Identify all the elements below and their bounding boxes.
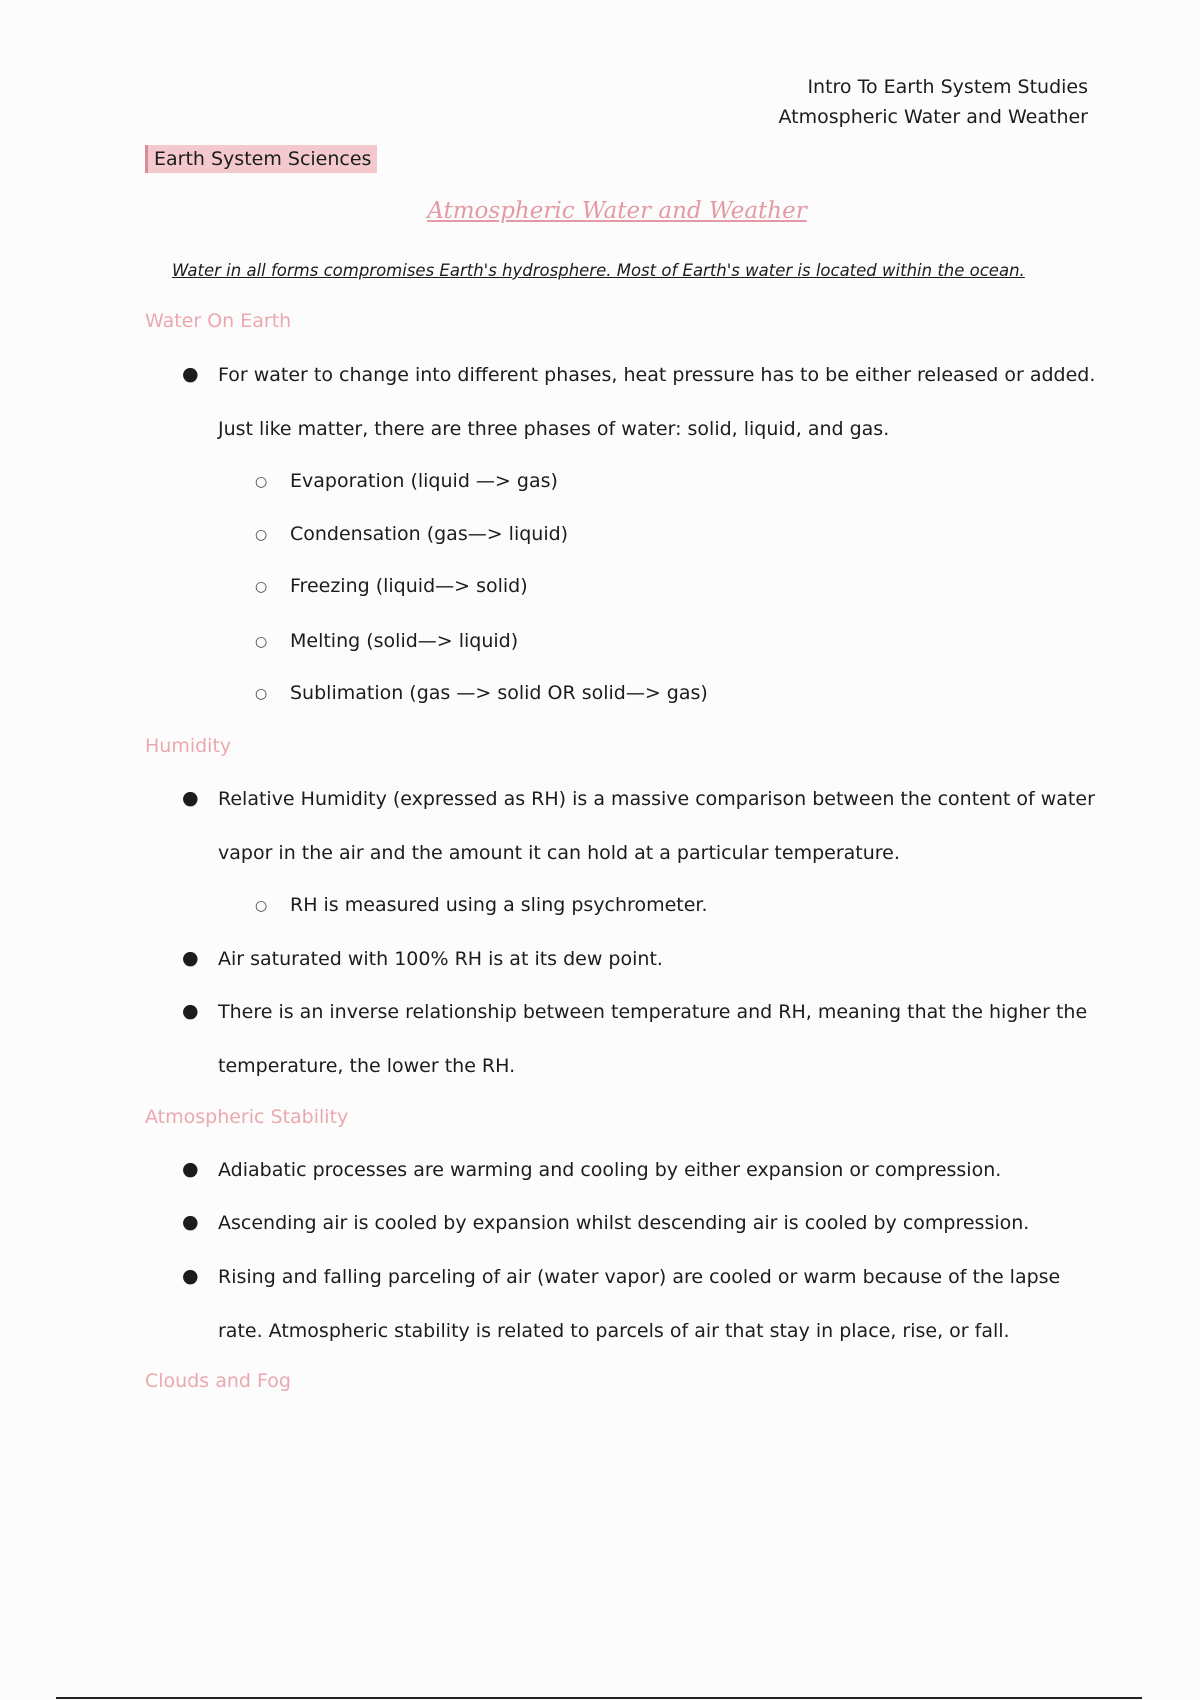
sub-bullet-marker: ○ — [255, 686, 268, 702]
header-topic: Atmospheric Water and Weather — [778, 106, 1088, 128]
header-course: Intro To Earth System Studies — [807, 76, 1088, 98]
list-item-evaporation: Evaporation (liquid —> gas) — [290, 470, 558, 492]
bullet-marker: ● — [182, 1211, 199, 1233]
bullet-marker: ● — [182, 947, 199, 969]
list-item-melting: Melting (solid—> liquid) — [290, 630, 519, 652]
list-item-sublimation: Sublimation (gas —> solid OR solid—> gas) — [290, 682, 708, 704]
bullet-marker: ● — [182, 1265, 199, 1287]
bullet-marker: ● — [182, 363, 199, 385]
bullet-text-lapse-rate: Rising and falling parceling of air (water vapor) are cooled or warm because of the lapse rate. Atmospheric stability is related to parcels of air that stay in place, rise, or fall. — [218, 1266, 1061, 1342]
sub-bullet-marker: ○ — [255, 898, 268, 914]
intro-statement: Water in all forms compromises Earth's hydrosphere. Most of Earth's water is located within the ocean. — [172, 261, 1025, 280]
bullet-text-adiabatic: Adiabatic processes are warming and cooling by either expansion or compression. — [218, 1159, 1002, 1181]
sub-bullet-marker: ○ — [255, 527, 268, 543]
bullet-marker: ● — [182, 1000, 199, 1022]
bullet-marker: ● — [182, 1158, 199, 1180]
list-item-condensation: Condensation (gas—> liquid) — [290, 523, 569, 545]
section-heading-water-on-earth: Water On Earth — [145, 310, 292, 332]
document-title: Atmospheric Water and Weather — [427, 198, 807, 224]
bullet-text-ascending-air: Ascending air is cooled by expansion whilst descending air is cooled by compression. — [218, 1212, 1030, 1234]
page-header — [778, 72, 1088, 132]
section-heading-clouds-and-fog: Clouds and Fog — [145, 1370, 291, 1392]
sub-bullet-marker: ○ — [255, 474, 268, 490]
bullet-text-inverse-relationship: There is an inverse relationship between temperature and RH, meaning that the higher the temperature, the lower the RH. — [218, 1001, 1088, 1077]
sub-bullet-marker: ○ — [255, 634, 268, 650]
sub-bullet-marker: ○ — [255, 579, 268, 595]
subject-tag: Earth System Sciences — [145, 145, 377, 173]
section-heading-humidity: Humidity — [145, 735, 232, 757]
bullet-marker: ● — [182, 787, 199, 809]
bullet-text-dew-point: Air saturated with 100% RH is at its dew point. — [218, 948, 663, 970]
list-item-freezing: Freezing (liquid—> solid) — [290, 575, 528, 597]
list-item-sling-psychrometer: RH is measured using a sling psychrometer. — [290, 894, 708, 916]
section-heading-atmospheric-stability: Atmospheric Stability — [145, 1106, 349, 1128]
bullet-text-relative-humidity: Relative Humidity (expressed as RH) is a massive comparison between the content of water vapor in the air and the amount it can hold at a particular temperature. — [218, 788, 1095, 864]
bullet-text-phase-change: For water to change into different phases, heat pressure has to be either released or added. Just like matter, there are three phases of water: solid, liquid, and gas. — [218, 364, 1096, 440]
footer-divider — [56, 1697, 1142, 1699]
